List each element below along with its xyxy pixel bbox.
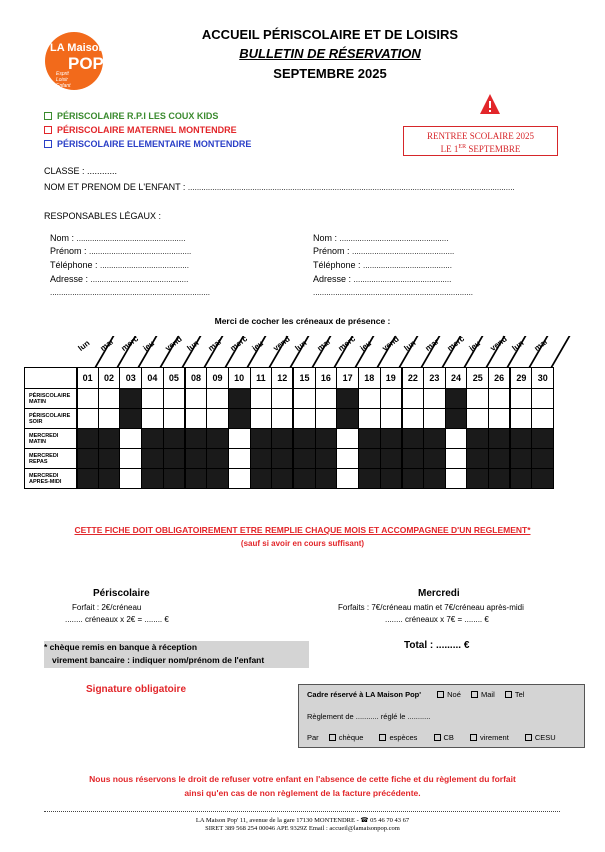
checkbox-mail[interactable]: [471, 691, 478, 698]
weekday-label: lun: [184, 338, 200, 353]
slot-checkbox[interactable]: [293, 409, 315, 429]
slot-unavailable: [510, 449, 532, 469]
slot-checkbox[interactable]: [163, 389, 185, 409]
slot-checkbox[interactable]: [510, 389, 532, 409]
slot-checkbox[interactable]: [77, 409, 99, 429]
slot-checkbox[interactable]: [337, 449, 359, 469]
slot-unavailable: [163, 429, 185, 449]
grid-row: [25, 409, 554, 429]
grid-row-label: PÉRISCOLAIRE MATIN: [25, 389, 77, 409]
option-label: PÉRISCOLAIRE R.P.I LES COUX KIDS: [57, 111, 219, 121]
slot-unavailable: [337, 389, 359, 409]
weekday-label: mar: [532, 336, 550, 353]
merc-calc[interactable]: ........ créneaux x 7€ = ........ €: [385, 615, 489, 624]
payment-virement: virement bancaire : indiquer nom/prénom de l'enfant: [52, 655, 265, 665]
slot-checkbox[interactable]: [402, 409, 424, 429]
slot-unavailable: [77, 429, 99, 449]
slot-checkbox[interactable]: [358, 409, 380, 429]
slot-unavailable: [489, 469, 511, 489]
merc-title: Mercredi: [418, 588, 460, 599]
slot-checkbox[interactable]: [185, 409, 207, 429]
footer-notice-2: ainsi qu'en cas de non règlement de la facture précédente.: [184, 788, 421, 798]
checkbox-cheque[interactable]: [329, 734, 336, 741]
rentree-box: [403, 126, 558, 156]
right-adresse-field[interactable]: Adresse : ............................................: [313, 274, 452, 284]
option-maternel[interactable]: [44, 125, 237, 135]
checkbox[interactable]: [44, 140, 52, 148]
day-number-row: [25, 368, 554, 389]
left-prenom-field[interactable]: Prénom : ..............................................: [50, 246, 192, 256]
slot-checkbox[interactable]: [315, 409, 337, 429]
weekday-label: lun: [401, 338, 417, 353]
day-number: 15: [293, 368, 315, 389]
slot-unavailable: [358, 429, 380, 449]
staff-box-title: Cadre réservé à LA Maison Pop': [307, 690, 422, 699]
slot-unavailable: [250, 449, 272, 469]
grid-row-label: PÉRISCOLAIRE SOIR: [25, 409, 77, 429]
slot-unavailable: [120, 389, 142, 409]
slot-unavailable: [293, 469, 315, 489]
peri-forfait: Forfait : 2€/créneau: [72, 603, 142, 612]
grid-corner: [25, 368, 77, 389]
slot-checkbox[interactable]: [532, 389, 554, 409]
weekday-label: merc: [228, 334, 249, 353]
warning-icon: [479, 93, 501, 120]
checkbox-virement[interactable]: [470, 734, 477, 741]
slot-unavailable: [250, 469, 272, 489]
slot-unavailable: [185, 469, 207, 489]
slot-checkbox[interactable]: [402, 389, 424, 409]
slot-unavailable: [315, 429, 337, 449]
option-label: PÉRISCOLAIRE ELEMENTAIRE MONTENDRE: [57, 139, 252, 149]
slot-unavailable: [467, 429, 489, 449]
slot-unavailable: [358, 469, 380, 489]
logo-graphic: [44, 25, 122, 91]
slot-unavailable: [98, 449, 120, 469]
slot-unavailable: [489, 429, 511, 449]
day-number: 09: [207, 368, 229, 389]
weekday-label: mar: [423, 336, 441, 353]
left-adresse-extra[interactable]: ........................................................................: [50, 288, 211, 297]
day-number: 08: [185, 368, 207, 389]
slot-unavailable: [250, 429, 272, 449]
day-number: 05: [163, 368, 185, 389]
slot-checkbox[interactable]: [272, 409, 294, 429]
slot-checkbox[interactable]: [207, 389, 229, 409]
slot-unavailable: [207, 429, 229, 449]
slot-checkbox[interactable]: [380, 409, 402, 429]
slot-checkbox[interactable]: [98, 409, 120, 429]
checkbox-noe[interactable]: [437, 691, 444, 698]
slot-unavailable: [532, 469, 554, 489]
left-adresse-field[interactable]: Adresse : ............................................: [50, 274, 189, 284]
day-number: 10: [228, 368, 250, 389]
grid-title: Merci de cocher les créneaux de présence :: [214, 316, 391, 326]
weekday-label: lun: [76, 338, 92, 353]
grid-row: [25, 449, 554, 469]
slot-unavailable: [380, 429, 402, 449]
slot-unavailable: [510, 429, 532, 449]
slot-checkbox[interactable]: [467, 409, 489, 429]
slot-unavailable: [207, 469, 229, 489]
slot-checkbox[interactable]: [142, 389, 164, 409]
slot-unavailable: [358, 449, 380, 469]
day-number: 18: [358, 368, 380, 389]
day-number: 23: [424, 368, 446, 389]
weekday-label: vend: [488, 334, 510, 353]
left-telephone-field[interactable]: Téléphone : ........................................: [50, 260, 189, 270]
day-number: 04: [142, 368, 164, 389]
slot-unavailable: [402, 429, 424, 449]
weekday-label: mar: [315, 336, 333, 353]
weekday-label: merc: [119, 334, 141, 353]
option-elementaire[interactable]: [44, 139, 251, 149]
staff-par-row: Par chèque espèces CB virement CESU: [307, 733, 556, 742]
slot-unavailable: [163, 469, 185, 489]
checkbox-especes[interactable]: [379, 734, 386, 741]
slot-unavailable: [337, 409, 359, 429]
slot-unavailable: [163, 449, 185, 469]
weekday-label: merc: [445, 334, 466, 353]
slot-checkbox[interactable]: [77, 389, 99, 409]
slot-checkbox[interactable]: [98, 389, 120, 409]
signature-label: Signature obligatoire: [86, 684, 187, 695]
right-nom-field[interactable]: Nom : .................................................: [313, 233, 449, 243]
slot-checkbox[interactable]: [380, 389, 402, 409]
grid-row-label: MERCREDI REPAS: [25, 449, 77, 469]
address-line-2: SIRET 389 568 254 00046 APE 9329Z Email : accueil@lamaisonpop.com: [205, 825, 400, 832]
slot-unavailable: [402, 469, 424, 489]
slot-unavailable: [380, 469, 402, 489]
child-name-label: NOM ET PRENOM DE L'ENFANT :: [44, 182, 188, 192]
slot-unavailable: [272, 449, 294, 469]
weekday-label: lun: [293, 338, 309, 353]
staff-box: [298, 684, 585, 748]
slot-unavailable: [315, 449, 337, 469]
slot-checkbox[interactable]: [250, 409, 272, 429]
slot-checkbox[interactable]: [120, 449, 142, 469]
grid-row-label: MERCREDI APRES-MIDI: [25, 469, 77, 489]
weekday-label: jeu: [250, 338, 265, 353]
header-divider: [550, 336, 570, 368]
right-telephone-field[interactable]: Téléphone : ........................................: [313, 260, 452, 270]
slot-unavailable: [207, 449, 229, 469]
slot-unavailable: [510, 469, 532, 489]
footer-divider: [44, 811, 560, 812]
slot-checkbox[interactable]: [510, 409, 532, 429]
slot-checkbox[interactable]: [532, 409, 554, 429]
slot-checkbox[interactable]: [358, 389, 380, 409]
day-number: 02: [98, 368, 120, 389]
child-name-dots: ...................................................................................................................................................: [187, 183, 515, 192]
slot-unavailable: [228, 409, 250, 429]
slot-checkbox[interactable]: [207, 409, 229, 429]
right-prenom-field[interactable]: Prénom : ..............................................: [313, 246, 455, 256]
grid-row-label: MERCREDI MATIN: [25, 429, 77, 449]
slot-unavailable: [402, 449, 424, 469]
logo: [44, 25, 122, 91]
slot-checkbox[interactable]: [467, 389, 489, 409]
slot-unavailable: [120, 409, 142, 429]
slot-checkbox[interactable]: [272, 389, 294, 409]
weekday-label: vend: [380, 334, 401, 353]
weekday-label: jeu: [467, 338, 482, 353]
weekday-label: vend: [163, 334, 184, 353]
logo-text-2: POP': [68, 54, 108, 73]
slot-unavailable: [185, 429, 207, 449]
slot-checkbox[interactable]: [337, 469, 359, 489]
logo-tag-1: Esprit: [56, 71, 69, 77]
logo-tag-2: Loisir: [56, 77, 68, 83]
peri-calc[interactable]: ........ créneaux x 2€ = ........ €: [65, 615, 169, 624]
slot-checkbox[interactable]: [424, 389, 446, 409]
slot-checkbox[interactable]: [315, 389, 337, 409]
slot-unavailable: [142, 429, 164, 449]
mandatory-notice-sub: (sauf si avoir en cours suffisant): [240, 539, 365, 548]
day-number: 12: [272, 368, 294, 389]
day-number: 29: [510, 368, 532, 389]
slot-unavailable: [532, 429, 554, 449]
peri-title: Périscolaire: [93, 588, 150, 599]
footer-notice-1: Nous nous réservons le droit de refuser votre enfant en l'absence de cette fiche et du règlement du forfait: [89, 774, 516, 784]
rentree-line-2: LE 1ER SEPTEMBRE: [440, 144, 521, 154]
payment-cheque: * chèque remis en banque à réception: [44, 642, 198, 652]
slot-checkbox[interactable]: [337, 429, 359, 449]
slot-unavailable: [424, 469, 446, 489]
slot-unavailable: [98, 429, 120, 449]
slot-unavailable: [467, 449, 489, 469]
slot-unavailable: [532, 449, 554, 469]
slot-checkbox[interactable]: [228, 469, 250, 489]
classe-field[interactable]: CLASSE : ............: [44, 166, 118, 176]
slot-checkbox[interactable]: [228, 429, 250, 449]
option-coux-kids[interactable]: [44, 111, 218, 121]
weekday-label: lun: [510, 338, 526, 353]
header-subtitle: BULLETIN DE RÉSERVATION: [239, 46, 421, 61]
slot-checkbox[interactable]: [445, 469, 467, 489]
day-number: 16: [315, 368, 337, 389]
rentree-line-1: RENTREE SCOLAIRE 2025: [427, 131, 534, 141]
slot-unavailable: [142, 469, 164, 489]
slot-checkbox[interactable]: [489, 409, 511, 429]
checkbox[interactable]: [44, 126, 52, 134]
slot-checkbox[interactable]: [293, 389, 315, 409]
weekday-label: vend: [271, 334, 293, 353]
responsables-heading: RESPONSABLES LÉGAUX :: [44, 211, 162, 221]
slot-unavailable: [228, 389, 250, 409]
slot-unavailable: [293, 449, 315, 469]
slot-unavailable: [77, 469, 99, 489]
logo-text-1: LA Maison: [50, 42, 106, 54]
day-number: 03: [120, 368, 142, 389]
slot-unavailable: [142, 449, 164, 469]
weekday-label: mar: [98, 336, 116, 353]
slot-unavailable: [185, 449, 207, 469]
day-number: 11: [250, 368, 272, 389]
slot-unavailable: [293, 429, 315, 449]
mandatory-notice: CETTE FICHE DOIT OBLIGATOIREMENT ETRE REMPLIE CHAQUE MOIS ET ACCOMPAGNEE D'UN REGLEMENT*: [74, 525, 531, 535]
slot-checkbox[interactable]: [120, 469, 142, 489]
slot-unavailable: [424, 429, 446, 449]
day-number: 22: [402, 368, 424, 389]
slot-checkbox[interactable]: [489, 389, 511, 409]
slot-checkbox[interactable]: [445, 429, 467, 449]
option-label: PÉRISCOLAIRE MATERNEL MONTENDRE: [57, 125, 237, 135]
checkbox-cb[interactable]: [434, 734, 441, 741]
slot-unavailable: [467, 469, 489, 489]
slot-unavailable: [424, 449, 446, 469]
total-field[interactable]: Total : ......... €: [404, 640, 470, 651]
checkbox-cesu[interactable]: [525, 734, 532, 741]
weekday-label: mar: [206, 336, 224, 353]
slot-checkbox[interactable]: [445, 449, 467, 469]
merc-forfait: Forfaits : 7€/créneau matin et 7€/créneau après-midi: [338, 603, 524, 612]
slot-unavailable: [489, 449, 511, 469]
header-title: ACCUEIL PÉRISCOLAIRE ET DE LOISIRS: [201, 27, 459, 42]
slot-checkbox[interactable]: [163, 409, 185, 429]
reservation-grid: [24, 367, 554, 489]
day-number: 17: [337, 368, 359, 389]
slot-checkbox[interactable]: [424, 409, 446, 429]
header-month: SEPTEMBRE 2025: [273, 66, 387, 81]
right-adresse-extra[interactable]: ........................................................................: [313, 288, 474, 297]
slot-checkbox[interactable]: [250, 389, 272, 409]
slot-checkbox[interactable]: [185, 389, 207, 409]
staff-reglement[interactable]: Règlement de ........... réglé le ...........: [307, 712, 431, 721]
logo-tag-3: Enfant: [56, 83, 71, 89]
grid-row: [25, 389, 554, 409]
weekday-label: jeu: [141, 338, 157, 353]
day-number: 01: [77, 368, 99, 389]
checkbox-tel[interactable]: [505, 691, 512, 698]
slot-unavailable: [77, 449, 99, 469]
slot-unavailable: [272, 429, 294, 449]
slot-checkbox[interactable]: [120, 429, 142, 449]
weekday-label: merc: [336, 334, 358, 353]
slot-unavailable: [315, 469, 337, 489]
slot-unavailable: [380, 449, 402, 469]
day-number: 19: [380, 368, 402, 389]
slot-unavailable: [445, 389, 467, 409]
grid-row: [25, 429, 554, 449]
checkbox[interactable]: [44, 112, 52, 120]
weekday-label: jeu: [358, 338, 374, 353]
left-nom-field[interactable]: Nom : .................................................: [50, 233, 186, 243]
day-number: 26: [489, 368, 511, 389]
slot-unavailable: [98, 469, 120, 489]
day-number: 24: [445, 368, 467, 389]
staff-box-header: Cadre réservé à LA Maison Pop' Noé Mail Tel: [307, 690, 525, 699]
slot-checkbox[interactable]: [142, 409, 164, 429]
day-number: 25: [467, 368, 489, 389]
slot-checkbox[interactable]: [228, 449, 250, 469]
address-line-1: LA Maison Pop' 11, avenue de la gare 17130 MONTENDRE - ☎ 05 46 70 43 67: [195, 817, 410, 824]
slot-unavailable: [445, 409, 467, 429]
grid-row: [25, 469, 554, 489]
child-name-field[interactable]: [44, 182, 515, 192]
slot-unavailable: [272, 469, 294, 489]
day-number: 30: [532, 368, 554, 389]
